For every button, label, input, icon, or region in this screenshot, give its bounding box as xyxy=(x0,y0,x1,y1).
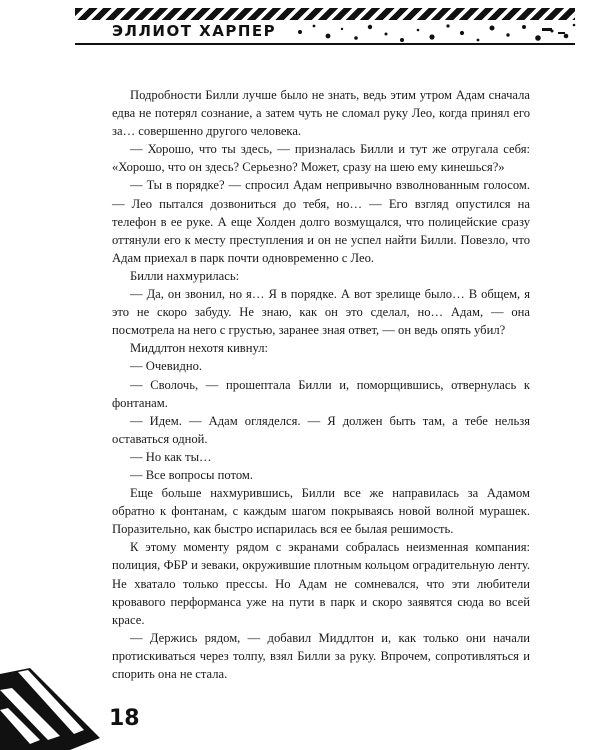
paragraph: — Идем. — Адам огляделся. — Я должен быть там, а тебе нельзя оставаться одной. xyxy=(112,413,530,446)
paragraph: Подробности Билли лучше было не знать, ведь этим утром Адам сначала едва не потерял сознание, а затем чуть не сломал руку Лео, когда принял его за… совершенно другого человека. xyxy=(112,88,530,139)
paragraph: Еще больше нахмурившись, Билли все же направилась за Адамом обратно к фонтанам, с каждым шагом покрываясь новой волной мурашек. Поразительно, как быстро испарилась вся ее былая решимость. xyxy=(112,486,530,537)
paragraph: — Держись рядом, — добавил Миддлтон и, как только они начали протискиваться через толпу, взял Билли за руку. Впрочем, сопротивляться и спорить она не стала. xyxy=(112,630,530,681)
paragraph: — Сволочь, — прошептала Билли и, поморщившись, отвернулась к фонтанам. xyxy=(112,377,530,410)
paragraph: Билли нахмурилась: xyxy=(130,268,240,283)
paragraph: — Хорошо, что ты здесь, — призналась Билли и тут же отругала себя: «Хорошо, что он здесь? Серьезно? Может, сразу на шею ему кинешься?» xyxy=(112,142,530,175)
paragraph: Миддлтон нехотя кивнул: xyxy=(130,341,269,356)
ink-splatter-decoration xyxy=(290,18,580,48)
running-header-author: ЭЛЛИОТ ХАРПЕР xyxy=(112,22,277,40)
paragraph: — Ты в порядке? — спросил Адам непривычно взволнованным голосом. — Лео пытался дозвониться до тебя, но… — Его взгляд опустился на телефон в ее руке. А еще Холден долго возмущался, что полицейские сразу оттянули его к месту преступления и он не успел найти Билли. Повезло, что Адам приехал в парк почти одновременно с Лео. xyxy=(112,178,530,265)
body-text xyxy=(112,86,530,683)
footer-stripe-decoration xyxy=(0,668,100,750)
running-header xyxy=(0,0,600,60)
paragraph: — Да, он звонил, но я… Я в порядке. А вот зрелище было… В общем, я это не скоро забуду. Не знаю, как он это сделал, но… Адам, — она посмотрела на него с грустью, заранее зная ответ, — он ведь опять убил? xyxy=(112,287,530,338)
paragraph: — Все вопросы потом. xyxy=(130,467,254,482)
paragraph: К этому моменту рядом с экранами собралась неизменная компания: полиция, ФБР и зеваки, окружившие плотным кольцом оградительную ленту. Не хватало только прессы. Но Адам не сомневался, что эти любители кровавого перформанса уже на пути в парк и скоро заявятся сюда во всей красе. xyxy=(112,540,530,627)
paragraph: — Очевидно. xyxy=(130,359,203,374)
paragraph: — Но как ты… xyxy=(130,449,212,464)
page-number: 18 xyxy=(109,706,140,731)
